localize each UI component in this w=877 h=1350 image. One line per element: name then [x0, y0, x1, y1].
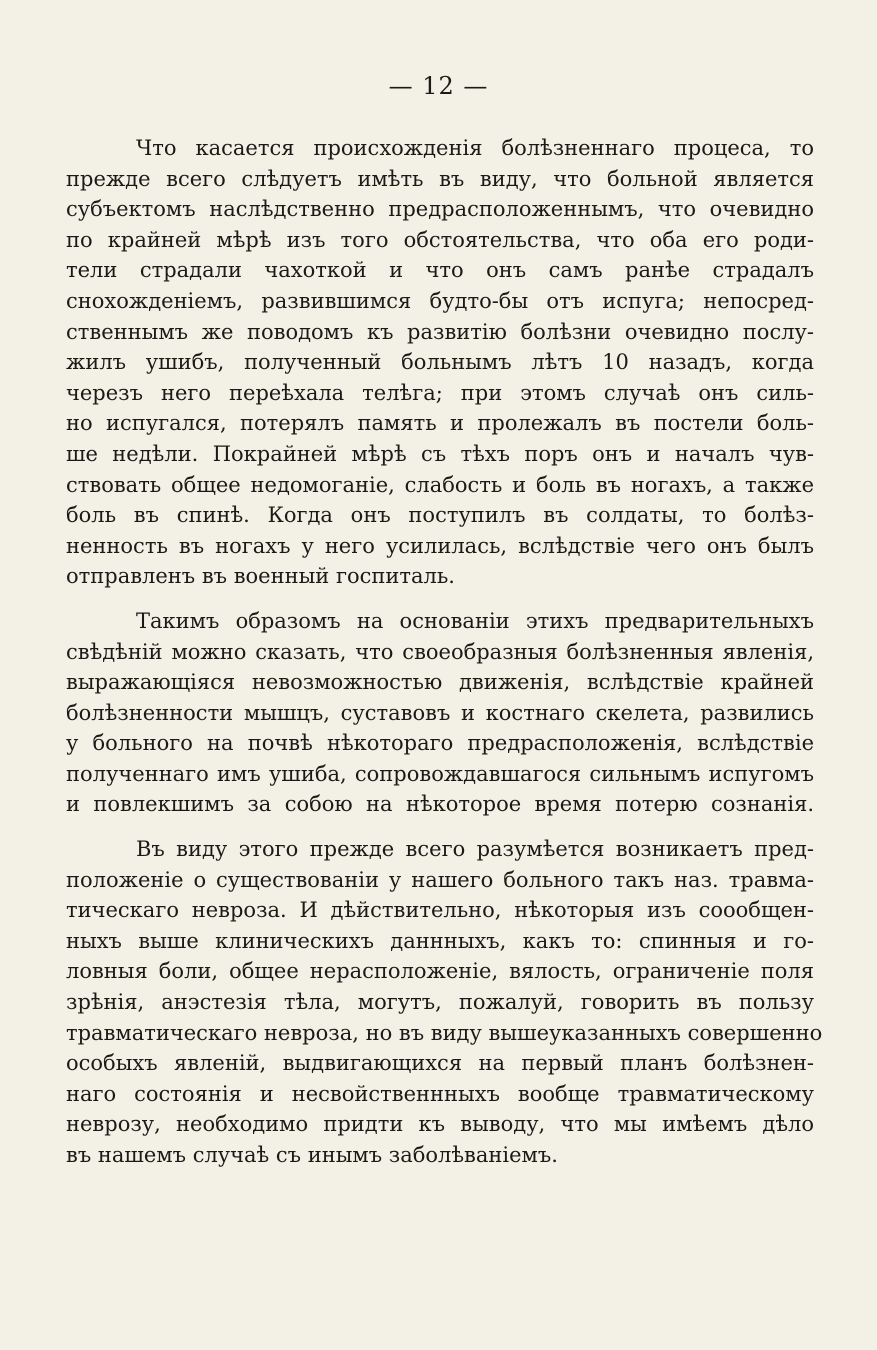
text-line: выражающіяся невозможностью движенія, вслѣдствіе крайней [66, 670, 814, 695]
page-number: — 12 — [388, 72, 489, 100]
text-line: наго состоянія и несвойственнныхъ вообще травматическому [66, 1081, 814, 1106]
text-line: ственнымъ же поводомъ къ развитію болѣзни очевидно послу- [66, 319, 814, 344]
text-line: жилъ ушибъ, полученный больнымъ лѣтъ 10 назадъ, когда [66, 350, 814, 375]
text-line: полученнаго имъ ушиба, сопровождавшагося сильнымъ испугомъ [66, 761, 814, 786]
text-line: особыхъ явленій, выдвигающихся на первый планъ болѣзнен- [66, 1051, 814, 1076]
text-line: Что касается происхожденія болѣзненнаго процеса, то [136, 136, 814, 160]
text-line: ныхъ выше клиническихъ даннныхъ, какъ то: спинныя и го- [66, 928, 814, 953]
text-line: черезъ него переѣхала телѣга; при этомъ случаѣ онъ силь- [66, 380, 814, 405]
text-line: зрѣнія, анэстезія тѣла, могутъ, пожалуй, говорить въ пользу [66, 990, 814, 1015]
text-line: тическаго невроза. И дѣйствительно, нѣкоторыя изъ соообщен- [66, 898, 814, 923]
text-line: снохожденіемъ, развившимся будто-бы отъ испуга; непосред- [66, 288, 814, 313]
text-line: ше недѣли. Покрайней мѣрѣ съ тѣхъ поръ онъ и началъ чув- [66, 441, 814, 466]
text-line: Въ виду этого прежде всего разумѣется возникаетъ пред- [136, 837, 814, 862]
text-line: въ нашемъ случаѣ съ инымъ заболѣваніемъ. [66, 1143, 558, 1167]
text-line: у больного на почвѣ нѣкотораго предрасположенія, вслѣдствіе [66, 731, 814, 756]
text-line: боль въ спинѣ. Когда онъ поступилъ въ солдаты, то болѣз- [66, 503, 814, 528]
text-line: тели страдали чахоткой и что онъ самъ ранѣе страдалъ [66, 258, 814, 283]
text-line: свѣдѣній можно сказать, что своеобразныя болѣзненныя явленія, [66, 639, 814, 664]
text-line: ненность въ ногахъ у него усилилась, вслѣдствіе чего онъ былъ [66, 533, 814, 558]
body-text [66, 133, 823, 1171]
text-line: субъектомъ наслѣдственно предрасположеннымъ, что очевидно [66, 197, 814, 222]
text-line: положеніе о существованіи у нашего больного такъ наз. травма- [66, 867, 814, 892]
text-line: Такимъ образомъ на основаніи этихъ предварительныхъ [136, 608, 814, 633]
text-line: и повлекшимъ за собою на нѣкоторое время потерю сознанія. [66, 792, 814, 817]
paragraph-3 [66, 834, 823, 1171]
text-line: отправленъ въ военный госпиталь. [66, 564, 455, 589]
paragraph-2 [66, 606, 814, 820]
paragraph-1 [66, 133, 814, 592]
text-line: неврозу, необходимо придти къ выводу, что мы имѣемъ дѣло [66, 1112, 814, 1137]
text-line: но испугался, потерялъ память и пролежалъ въ постели боль- [66, 411, 814, 436]
text-line: прежде всего слѣдуетъ имѣть въ виду, что больной является [66, 166, 814, 191]
text-line: травматическаго невроза, но въ виду вышеуказанныхъ совершенно [66, 1020, 823, 1045]
text-line: ствовать общее недомоганіе, слабость и боль въ ногахъ, а также [66, 472, 814, 497]
text-line: по крайней мѣрѣ изъ того обстоятельства, что оба его роди- [66, 227, 814, 252]
text-line: болѣзненности мышцъ, суставовъ и костнаго скелета, развились [66, 700, 814, 725]
text-line: ловныя боли, общее нерасположеніе, вялость, ограниченіе поля [66, 959, 814, 984]
